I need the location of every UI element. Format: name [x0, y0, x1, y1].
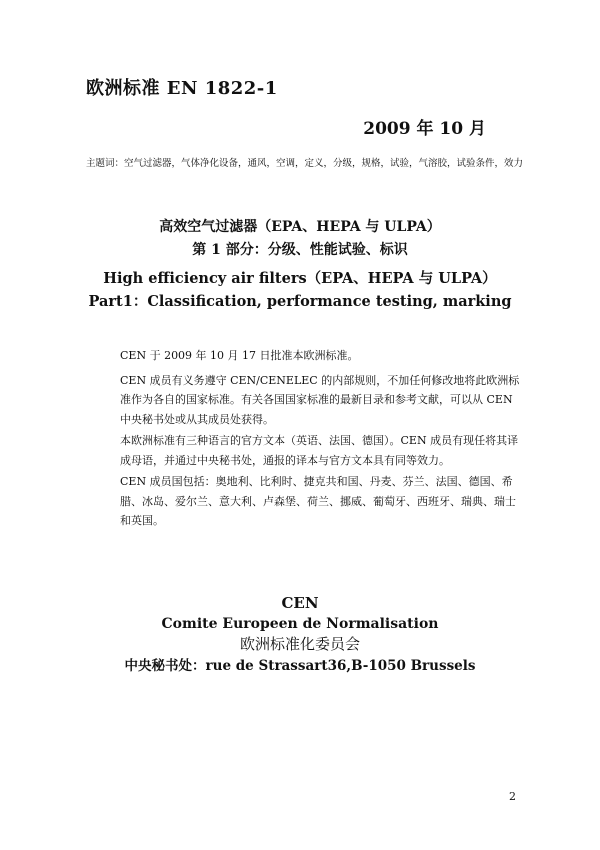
title-en-line2: Part1：Classification, performance testing, marking — [88, 293, 512, 310]
standard-identifier: 欧洲标准 EN 1822-1 — [86, 78, 278, 99]
title-cn-line1: 高效空气过滤器（EPA、HEPA 与 ULPA） — [159, 219, 441, 235]
page-number: 2 — [509, 790, 516, 803]
keywords-line: 主题词：空气过滤器，气体净化设备，通风，空调，定义，分级，规格，试验，气溶胶，试验条件，效力 — [86, 158, 524, 169]
org-name-chinese: 欧洲标准化委员会 — [239, 635, 360, 653]
organization-footer — [0, 592, 600, 678]
paragraph-approval: CEN 于 2009 年 10 月 17 日批准本欧洲标准。 — [120, 349, 359, 362]
org-name-french: Comite Europeen de Normalisation — [161, 616, 439, 632]
org-address: 中央秘书处：rue de Strassart36,B-1050 Brussels — [124, 658, 476, 674]
title-cn-line2: 第 1 部分：分级、性能试验、标识 — [192, 242, 408, 258]
publication-date: 2009 年 10 月 — [363, 119, 486, 139]
body-text — [120, 346, 520, 533]
org-abbreviation: CEN — [281, 594, 319, 612]
title-en-line1: High efficiency air filters（EPA、HEPA 与 ULPA） — [103, 270, 497, 287]
paragraph-obligations: CEN 成员有义务遵守 CEN/CENELEC 的内部规则，不加任何修改地将此欧洲标准作为各自的国家标准。有关各国国家标准的最新目录和参考文献，可以从 CEN 中央秘书处或从其成员处获得。 — [120, 373, 520, 426]
paragraph-languages: 本欧洲标准有三种语言的官方文本（英语、法国、德国）。CEN 成员有现任将其译成母语，并通过中央秘书处，通报的译本与官方文本具有同等效力。 — [120, 434, 519, 467]
title-block — [0, 216, 600, 313]
paragraph-members: CEN 成员国包括：奥地利、比利时、捷克共和国、丹麦、芬兰、法国、德国、希腊、冰岛、爱尔兰、意大利、卢森堡、荷兰、挪威、葡萄牙、西班牙、瑞典、瑞士和英国。 — [120, 475, 516, 527]
